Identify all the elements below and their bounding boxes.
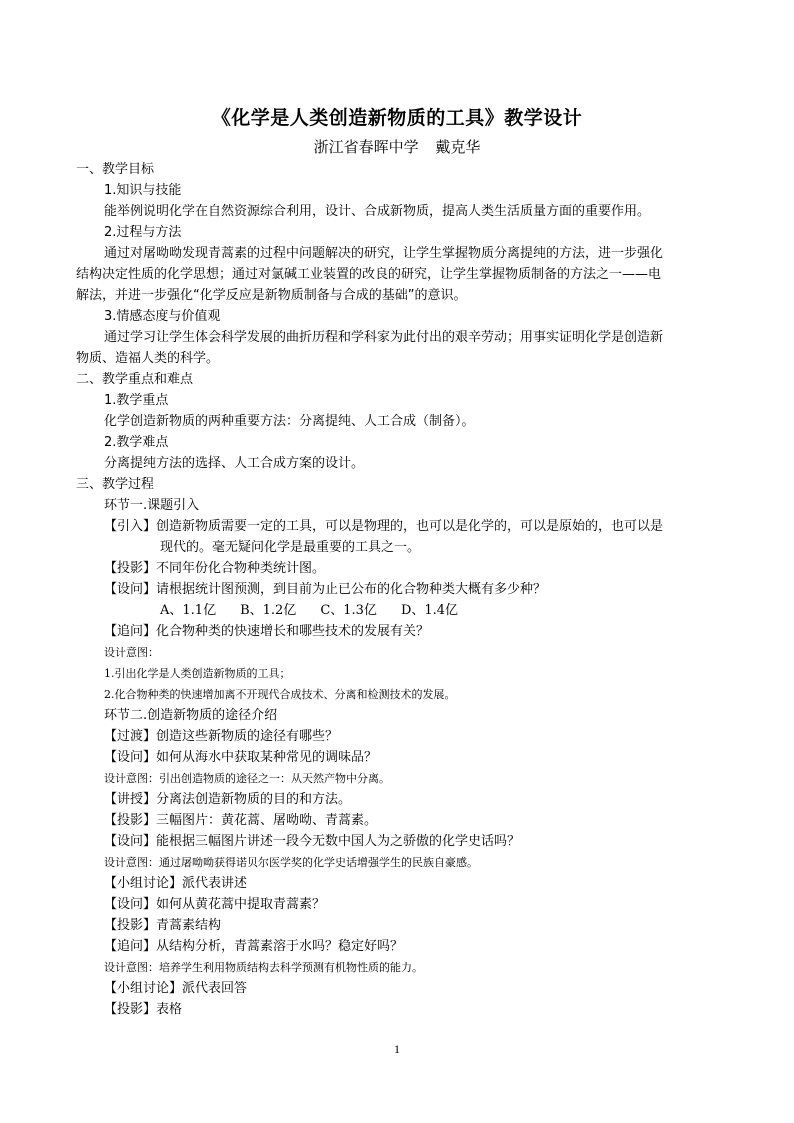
page-number: 1	[394, 1042, 400, 1056]
paragraph-line: 【投影】表格	[104, 1002, 183, 1017]
paragraph-line: 【引入】创造新物质需要一定的工具，可以是物理的，也可以是化学的，可以是原始的，也可以是	[104, 519, 664, 534]
option-d: D、1.4亿	[400, 603, 459, 618]
paragraph-line: 【设问】如何从黄花蒿中提取青蒿素？	[104, 897, 326, 912]
paragraph-line: 结构决定性质的化学思想；通过对氯碱工业装置的改良的研究，让学生掌握物质制备的方法之一——电	[76, 267, 662, 282]
section-heading: 一、教学目标	[76, 162, 155, 177]
paragraph-line: 解法，并进一步强化“化学反应是新物质制备与合成的基础”的意识。	[76, 288, 467, 303]
paragraph-line: 【追问】从结构分析，青蒿素溶于水吗？稳定好吗？	[104, 939, 404, 954]
paragraph-line: 能举例说明化学在自然资源综合利用，设计、合成新物质，提高人类生活质量方面的重要作用。	[104, 204, 651, 219]
paragraph-line: 【投影】三幅图片：黄花蒿、屠呦呦、青蒿素。	[104, 813, 378, 828]
section-heading: 二、教学重点和难点	[76, 372, 194, 387]
option-c: C、1.3亿	[320, 603, 377, 618]
paragraph-line: 【设问】如何从海水中获取某种常见的调味品？	[104, 750, 378, 765]
paragraph-line: 化学创造新物质的两种重要方法：分离提纯、人工合成（制备）。	[104, 414, 475, 429]
paragraph-line: 【设问】请根据统计图预测，到目前为止已公布的化合物种类大概有多少种？	[104, 582, 547, 597]
author-name: 戴克华	[435, 138, 481, 156]
author-line	[0, 136, 794, 157]
subsection-heading: 1.知识与技能	[104, 183, 182, 198]
design-intent-line: 1.引出化学是人类创造新物质的工具；	[104, 667, 291, 680]
paragraph-line: 现代的。毫无疑问化学是最重要的工具之一。	[160, 540, 421, 555]
paragraph-line: 【设问】能根据三幅图片讲述一段今无数中国人为之骄傲的化学史话吗？	[104, 834, 521, 849]
paragraph-line: 物质、造福人类的科学。	[76, 351, 220, 366]
section-heading: 三、教学过程	[76, 477, 155, 492]
document-title: 《化学是人类创造新物质的工具》教学设计	[211, 107, 583, 129]
design-intent-line: 设计意图：通过屠呦呦获得诺贝尔医学奖的化学史话增强学生的民族自豪感。	[104, 856, 478, 869]
subsection-heading: 3.情感态度与价值观	[104, 309, 221, 324]
design-intent-line: 设计意图：引出创造物质的途径之一：从天然产物中分离。	[104, 772, 390, 785]
paragraph-line: 【追问】化合物种类的快速增长和哪些技术的发展有关？	[104, 624, 430, 639]
design-intent-label: 设计意图：	[104, 646, 159, 659]
subsection-heading: 1.教学重点	[104, 393, 169, 408]
stage-heading: 环节一.课题引入	[104, 498, 200, 513]
paragraph-line: 【投影】不同年份化合物种类统计图。	[104, 561, 326, 576]
answer-options	[160, 602, 482, 620]
paragraph-line: 【投影】青蒿素结构	[104, 918, 222, 933]
design-intent-line: 设计意图：培养学生利用物质结构去科学预测有机物性质的能力。	[104, 961, 423, 974]
paragraph-line: 【讲授】分离法创造新物质的目的和方法。	[104, 792, 352, 807]
paragraph-line: 【小组讨论】派代表回答	[104, 981, 248, 996]
subsection-heading: 2.过程与方法	[104, 225, 182, 240]
subsection-heading: 2.教学难点	[104, 435, 169, 450]
paragraph-line: 通过对屠呦呦发现青蒿素的过程中问题解决的研究，让学生掌握物质分离提纯的方法，进一步强化	[104, 246, 664, 261]
design-intent-line: 2.化合物种类的快速增加离不开现代合成技术、分离和检测技术的发展。	[104, 688, 456, 701]
paragraph-line: 通过学习让学生体会科学发展的曲折历程和学科家为此付出的艰辛劳动；用事实证明化学是创造新	[104, 330, 664, 345]
option-b: B、1.2亿	[240, 603, 297, 618]
paragraph-line: 分离提纯方法的选择、人工合成方案的设计。	[104, 456, 365, 471]
paragraph-line: 【过渡】创造这些新物质的途径有哪些？	[104, 729, 339, 744]
option-a: A、1.1亿	[160, 603, 217, 618]
paragraph-line: 【小组讨论】派代表讲述	[104, 876, 248, 891]
stage-heading: 环节二.创造新物质的途径介绍	[104, 708, 278, 723]
author-school: 浙江省春晖中学	[313, 138, 419, 156]
